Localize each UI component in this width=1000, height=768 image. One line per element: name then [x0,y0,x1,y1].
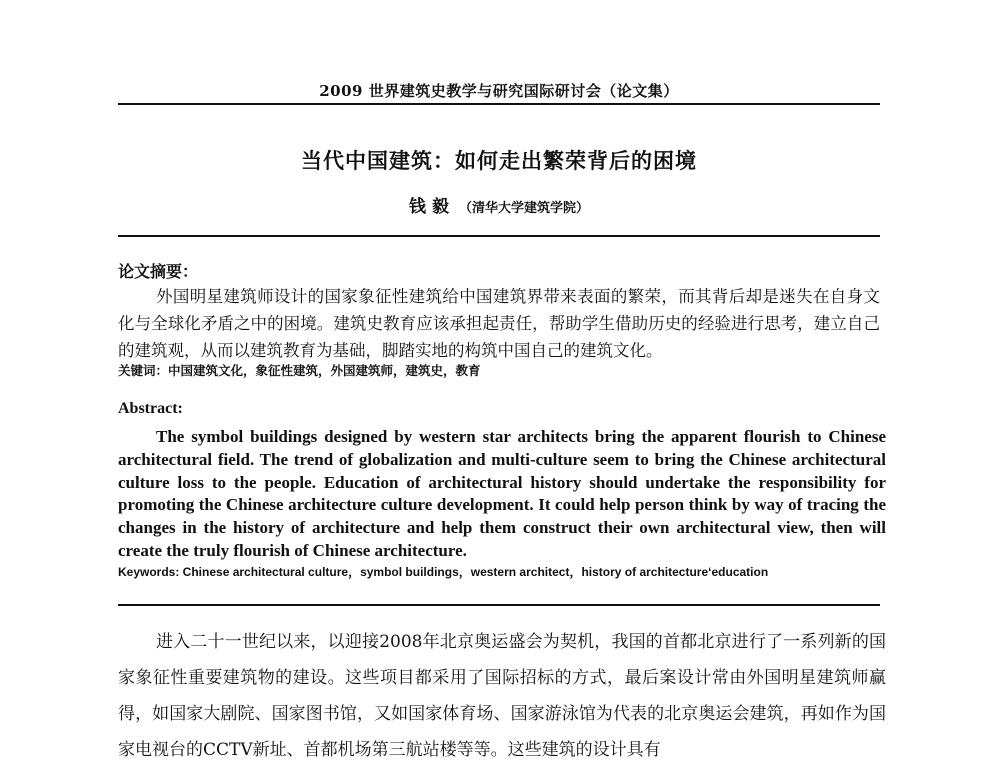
abstract-cn-label: 论文摘要： [118,262,199,281]
author-line [118,192,880,217]
abstract-rule [118,604,880,606]
title-rule [118,235,880,237]
keywords-en: Keywords: Chinese architectural culture，symbol buildings，western architect，history of architecture‘education [118,565,769,579]
abstract-cn-text: 外国明星建筑师设计的国家象征性建筑给中国建筑界带来表面的繁荣，而其背后却是迷失在自身文化与全球化矛盾之中的困境。建筑史教育应该承担起责任，帮助学生借助历史的经验进行思考，建立自己的建筑观，从而以建筑教育为基础，脚踏实地的构筑中国自己的建筑文化。 [118,287,880,360]
paper-title: 当代中国建筑：如何走出繁荣背后的困境 [301,148,697,173]
author-affiliation: （清华大学建筑学院） [458,201,589,216]
abstract-en-label: Abstract: [118,400,183,417]
proceedings-header: 2009 世界建筑史教学与研究国际研讨会（论文集） [319,82,679,100]
keywords-cn: 关键词：中国建筑文化，象征性建筑，外国建筑师，建筑史，教育 [118,363,481,378]
abstract-en-text: The symbol buildings designed by western star architects bring the apparent flourish to Chinese architectural field. The trend of globalization and multi-culture seem to bring the Chinese architectural culture loss to the people. Education of architectural history should undertake the responsibility for promoting the Chinese architecture culture development. It could help person think by way of tracing the changes in the history of architecture and help them construct their own architectural view, then will create the truly flourish of Chinese architecture. [118,427,886,560]
body-paragraph: 进入二十一世纪以来，以迎接2008年北京奥运盛会为契机，我国的首都北京进行了一系列新的国家象征性重要建筑物的建设。这些项目都采用了国际招标的方式，最后案设计常由外国明星建筑师赢得，如国家大剧院、国家图书馆，又如国家体育场、国家游泳馆为代表的北京奥运会建筑，再如作为国家电视台的CCTV新址、首都机场第三航站楼等等。这些建筑的设计具有 [118,632,886,760]
author-name: 钱 毅 [409,197,449,217]
header-rule [118,103,880,105]
